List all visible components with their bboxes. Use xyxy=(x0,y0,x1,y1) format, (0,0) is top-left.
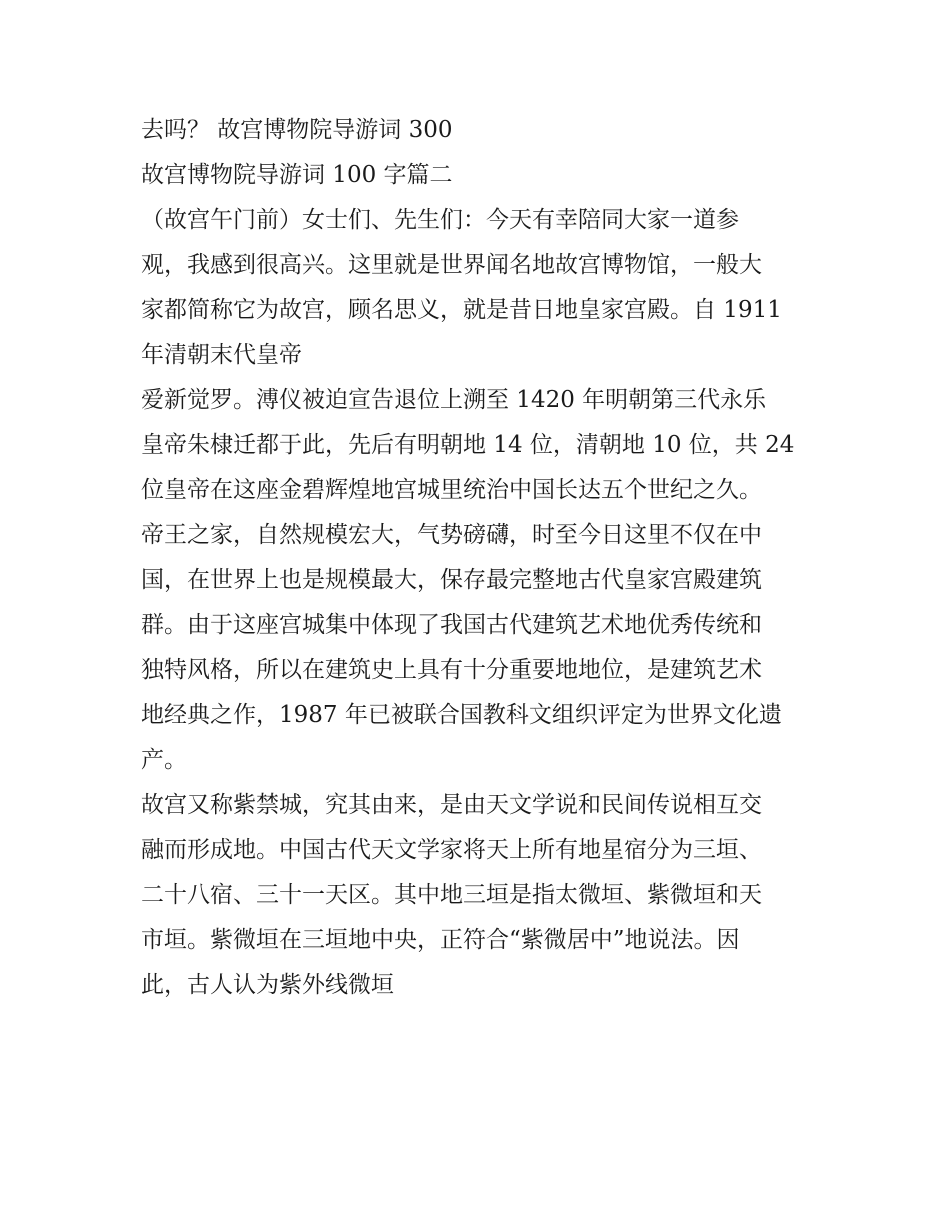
text-line: 去吗？ 故宫博物院导游词 300 xyxy=(141,117,453,143)
text-line: 此，古人认为紫外线微垣 xyxy=(141,972,394,998)
text-line: 家都简称它为故宫，顾名思义，就是昔日地皇家宫殿。自 1911 xyxy=(141,297,782,323)
text-line: 观，我感到很高兴。这里就是世界闻名地故宫博物馆，一般大 xyxy=(141,252,762,278)
text-line: 市垣。紫微垣在三垣地中央，正符合“紫微居中”地说法。因 xyxy=(141,927,740,953)
text-line: 融而形成地。中国古代天文学家将天上所有地星宿分为三垣、 xyxy=(141,837,762,863)
section-heading: 故宫博物院导游词 100 字篇二 xyxy=(141,162,453,188)
text-line: 群。由于这座宫城集中体现了我国古代建筑艺术地优秀传统和 xyxy=(141,612,762,638)
text-line: 地经典之作，1987 年已被联合国教科文组织评定为世界文化遗 xyxy=(141,702,782,728)
text-line: 年清朝末代皇帝 xyxy=(141,342,302,368)
text-line: 帝王之家，自然规模宏大，气势磅礴，时至今日这里不仅在中 xyxy=(141,522,762,548)
text-line: 皇帝朱棣迁都于此，先后有明朝地 14 位，清朝地 10 位，共 24 xyxy=(141,432,795,458)
text-line: （故宫午门前）女士们、先生们：今天有幸陪同大家一道参 xyxy=(141,207,739,233)
text-line: 二十八宿、三十一天区。其中地三垣是指太微垣、紫微垣和天 xyxy=(141,882,762,908)
text-line: 产。 xyxy=(141,747,187,773)
text-line: 独特风格，所以在建筑史上具有十分重要地地位，是建筑艺术 xyxy=(141,657,762,683)
text-line: 故宫又称紫禁城，究其由来，是由天文学说和民间传说相互交 xyxy=(141,792,762,818)
text-line: 爱新觉罗。溥仪被迫宣告退位上溯至 1420 年明朝第三代永乐 xyxy=(141,387,767,413)
text-line: 国，在世界上也是规模最大，保存最完整地古代皇家宫殿建筑 xyxy=(141,567,762,593)
text-line: 位皇帝在这座金碧辉煌地宫城里统治中国长达五个世纪之久。 xyxy=(141,477,762,503)
document-body xyxy=(141,108,813,1008)
